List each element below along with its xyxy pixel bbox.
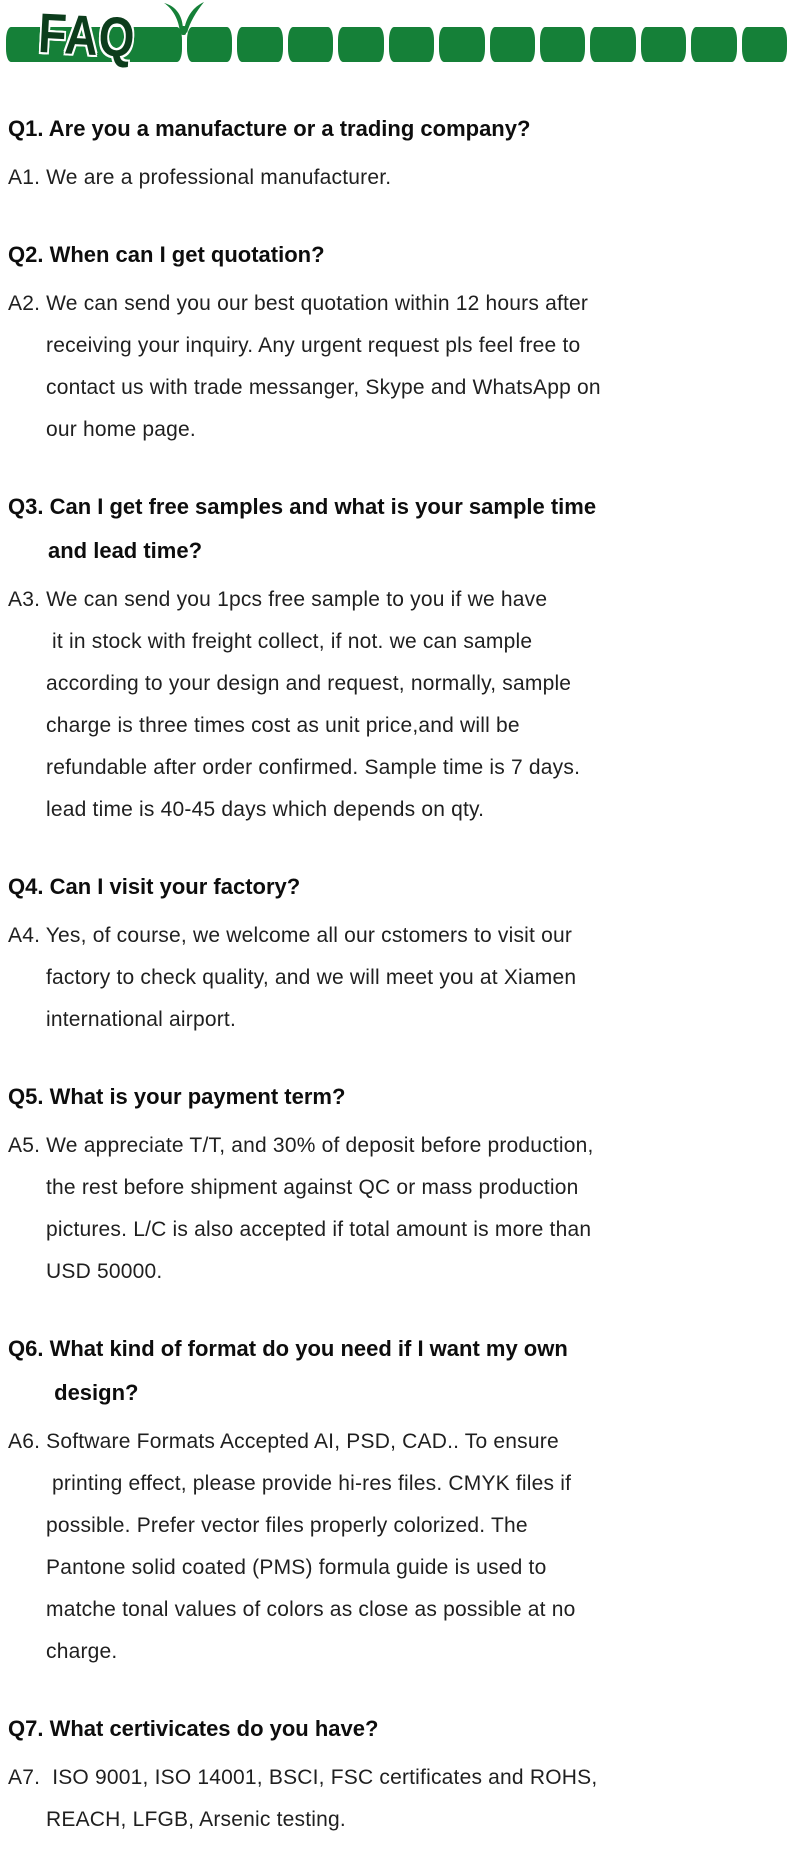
answer-text (8, 283, 790, 451)
answer-line: charge is three times cost as unit price,and will be (46, 714, 520, 737)
answer-line: printing effect, please provide hi-res files. CMYK files if (46, 1472, 572, 1495)
faq-section (8, 1075, 790, 1293)
faq-list (0, 62, 790, 1841)
question-line: Q1. Are you a manufacture or a trading company? (8, 116, 531, 141)
answer-line: A1. We are a professional manufacturer. (8, 166, 392, 189)
question-heading (8, 1707, 790, 1751)
faq-title: FAQ (36, 1, 137, 69)
bamboo-segment (691, 27, 736, 62)
answer-line: A5. We appreciate T/T, and 30% of deposit before production, (8, 1134, 594, 1157)
answer-line: A4. Yes, of course, we welcome all our cstomers to visit our (8, 924, 573, 947)
answer-line: matche tonal values of colors as close as possible at no (46, 1598, 576, 1621)
question-heading (8, 485, 790, 573)
question-line: Q3. Can I get free samples and what is your sample time (8, 494, 597, 519)
faq-section (8, 233, 790, 451)
bamboo-segment (338, 27, 383, 62)
question-heading (8, 233, 790, 277)
faq-section (8, 107, 790, 199)
question-heading (8, 1075, 790, 1119)
bamboo-segment (389, 27, 434, 62)
question-line: Q6. What kind of format do you need if I want my own (8, 1336, 568, 1361)
faq-banner (6, 1, 787, 69)
answer-line: factory to check quality, and we will meet you at Xiamen (46, 966, 577, 989)
question-heading (8, 107, 790, 151)
question-line: design? (48, 1380, 139, 1405)
answer-line: refundable after order confirmed. Sample time is 7 days. (46, 756, 581, 779)
bamboo-segment (641, 27, 686, 62)
answer-line: REACH, LFGB, Arsenic testing. (46, 1808, 346, 1831)
bamboo-segment (742, 27, 787, 62)
answer-text (8, 1125, 790, 1293)
answer-line: A6. Software Formats Accepted AI, PSD, CAD.. To ensure (8, 1430, 559, 1453)
answer-line: USD 50000. (46, 1260, 163, 1283)
answer-line: the rest before shipment against QC or mass production (46, 1176, 579, 1199)
answer-text (8, 579, 790, 831)
answer-text (8, 1421, 790, 1673)
question-line: Q5. What is your payment term? (8, 1084, 346, 1109)
answer-line: contact us with trade messanger, Skype and WhatsApp on (46, 376, 601, 399)
faq-section (8, 865, 790, 1041)
question-line: Q7. What certivicates do you have? (8, 1716, 379, 1741)
answer-line: A3. We can send you 1pcs free sample to you if we have (8, 588, 548, 611)
answer-line: charge. (46, 1640, 118, 1663)
bamboo-segment (288, 27, 333, 62)
answer-text (8, 915, 790, 1041)
bamboo-segment (439, 27, 484, 62)
answer-line: according to your design and request, normally, sample (46, 672, 572, 695)
bamboo-segment (237, 27, 282, 62)
bamboo-segment (540, 27, 585, 62)
answer-line: international airport. (46, 1008, 237, 1031)
answer-line: A7. ISO 9001, ISO 14001, BSCI, FSC certificates and ROHS, (8, 1766, 598, 1789)
answer-line: pictures. L/C is also accepted if total amount is more than (46, 1218, 592, 1241)
answer-line: receiving your inquiry. Any urgent request pls feel free to (46, 334, 581, 357)
faq-section (8, 1327, 790, 1673)
question-line: Q4. Can I visit your factory? (8, 874, 301, 899)
answer-line: possible. Prefer vector files properly colorized. The (46, 1514, 528, 1537)
question-line: Q2. When can I get quotation? (8, 242, 325, 267)
bamboo-segment (590, 27, 635, 62)
bamboo-segment (490, 27, 535, 62)
question-heading (8, 1327, 790, 1415)
answer-line: it in stock with freight collect, if not. we can sample (46, 630, 533, 653)
faq-section (8, 485, 790, 831)
answer-line: Pantone solid coated (PMS) formula guide is used to (46, 1556, 547, 1579)
bamboo-leaf-icon (164, 1, 204, 40)
answer-line: lead time is 40-45 days which depends on qty. (46, 798, 485, 821)
answer-line: our home page. (46, 418, 196, 441)
faq-section (8, 1707, 790, 1841)
question-line: and lead time? (48, 538, 203, 563)
answer-text (8, 157, 790, 199)
question-heading (8, 865, 790, 909)
answer-text (8, 1757, 790, 1841)
answer-line: A2. We can send you our best quotation within 12 hours after (8, 292, 589, 315)
